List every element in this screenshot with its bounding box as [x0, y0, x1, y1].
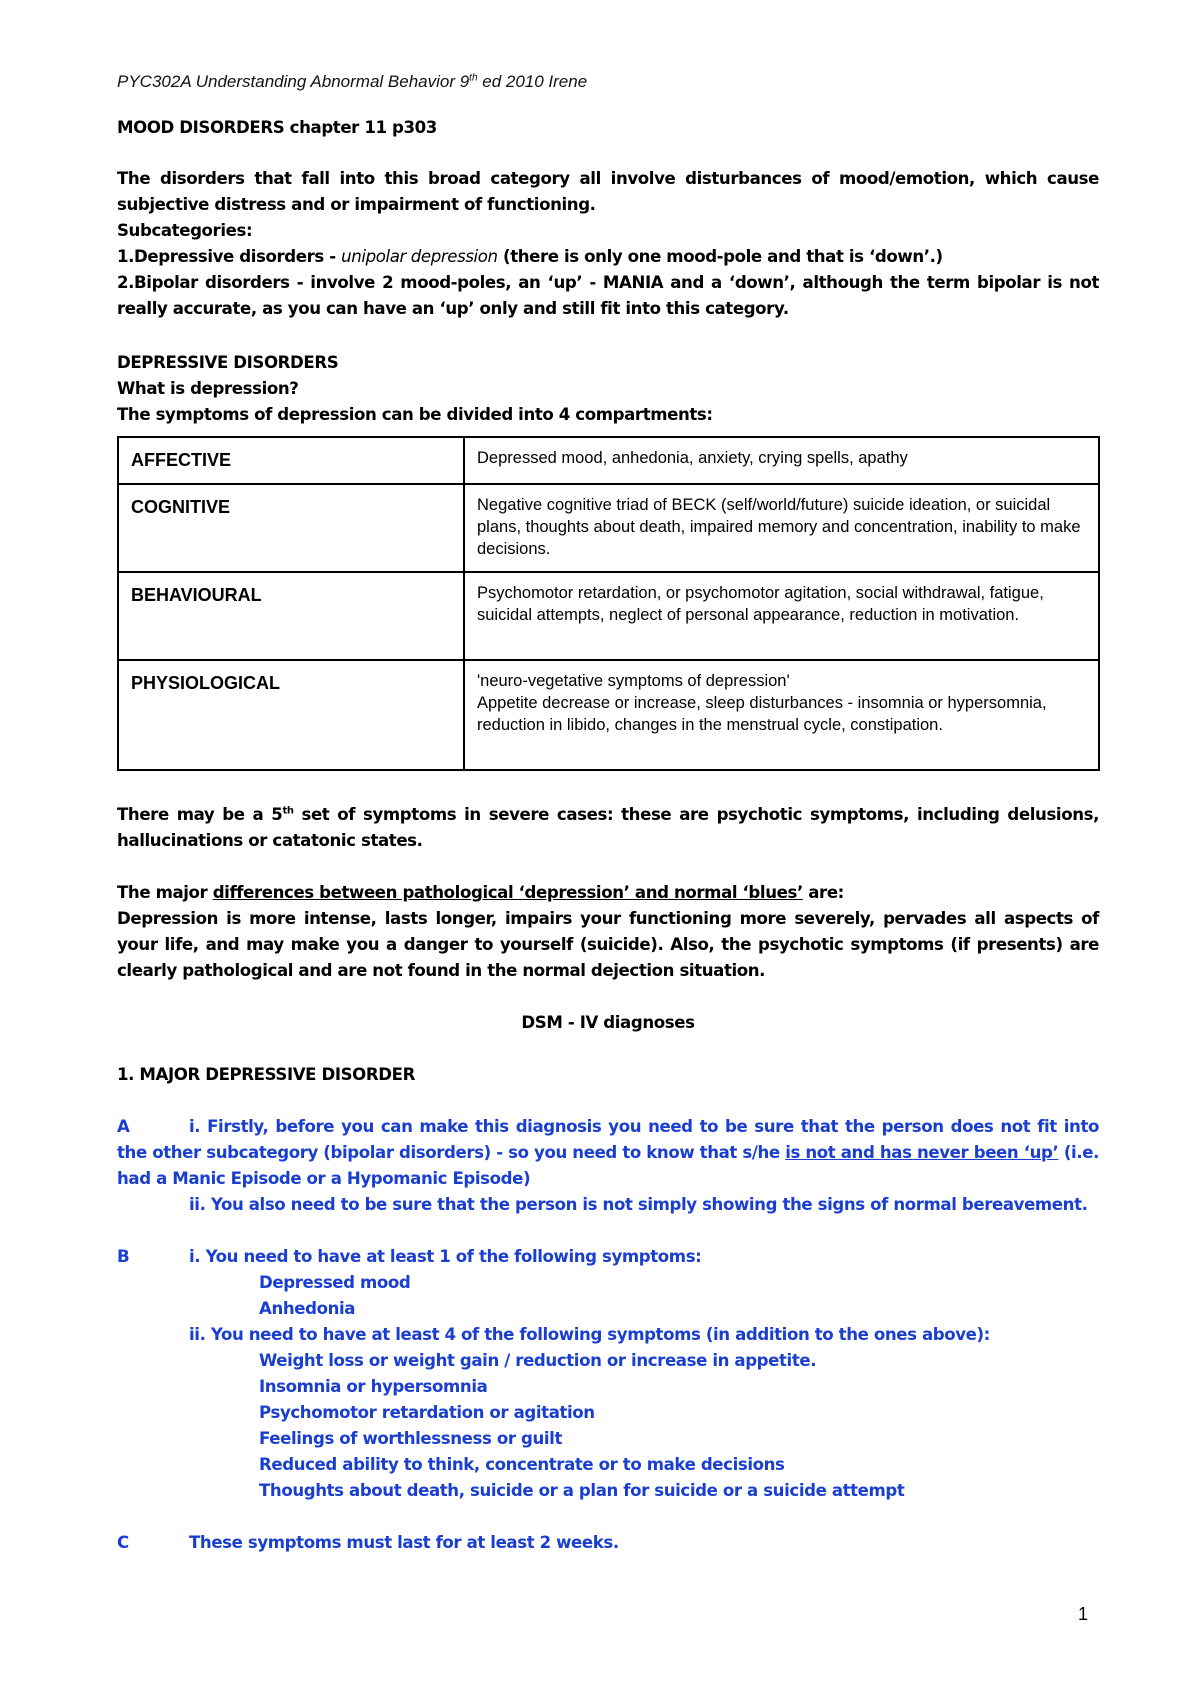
symptoms-table: [117, 436, 1100, 771]
criterion-b-i-list: [117, 1270, 1099, 1322]
criterion-a-i-tail: (i.e. had a Manic Episode or a Hypomanic Episode): [117, 1143, 1099, 1188]
running-header-tail: ed 2010 Irene: [477, 72, 588, 91]
subcategory-1-suffix: (there is only one mood-pole and that is ‘down’.): [497, 247, 943, 266]
criterion-c-text: These symptoms must last for at least 2 weeks.: [189, 1533, 619, 1552]
table-description-line: Appetite decrease or increase, sleep disturbances - insomnia or hypersomnia, reduction in libido, changes in the menstrual cycle, constipation.: [477, 694, 1047, 734]
subcategories-label: Subcategories:: [117, 221, 253, 240]
differences-paragraph: Depression is more intense, lasts longer, impairs your functioning more severely, pervades all aspects of your life, and may make you a danger to yourself (suicide). Also, the psychotic symptoms (if presents) are clearly pathological and are not found in the normal dejection situation.: [117, 909, 1099, 980]
criterion-c-label: C: [117, 1533, 129, 1552]
table-description-cell: Psychomotor retardation, or psychomotor agitation, social withdrawal, fatigue, suicidal attempts, neglect of personal appearance, reduction in motivation.: [464, 572, 1099, 660]
criterion-b-label: B: [117, 1247, 130, 1266]
running-header-text: PYC302A Understanding Abnormal Behavior 9: [117, 72, 470, 91]
criterion-a-i-text: i. Firstly, before you can make this diagnosis you need to be sure that the person does not fit into the other subcategory (bipolar disorders) - so you need to know that s/he: [117, 1117, 1099, 1162]
subcategory-2: 2.Bipolar disorders - involve 2 mood-poles, an ‘up’ - MANIA and a ‘down’, although the term bipolar is not really accurate, as you can have an ‘up’ only and still fit into this category.: [117, 273, 1099, 318]
list-item: Weight loss or weight gain / reduction or increase in appetite.: [259, 1351, 817, 1370]
criterion-a-i-underlined: is not and has never been ‘up’: [785, 1143, 1059, 1162]
fifth-set-paragraph: [117, 802, 1099, 854]
list-item: Anhedonia: [259, 1299, 356, 1318]
running-header: [117, 72, 587, 92]
criterion-c: [117, 1530, 1099, 1556]
criterion-a: [117, 1114, 1099, 1192]
table-category-cell: BEHAVIOURAL: [118, 572, 464, 660]
differences-heading: [117, 880, 1099, 906]
differences-underlined: differences between pathological ‘depression’ and normal ‘blues’: [212, 883, 803, 902]
table-category-cell: COGNITIVE: [118, 484, 464, 572]
table-category-cell: AFFECTIVE: [118, 437, 464, 484]
table-row: [118, 484, 1099, 572]
criterion-a-label: A: [117, 1117, 130, 1136]
table-description-line: 'neuro-vegetative symptoms of depression': [477, 672, 790, 690]
table-row: [118, 660, 1099, 770]
list-item: Insomnia or hypersomnia: [259, 1377, 488, 1396]
page-number: 1: [1078, 1604, 1089, 1624]
list-item: Psychomotor retardation or agitation: [259, 1403, 595, 1422]
fifth-set-text: There may be a 5: [117, 805, 283, 824]
table-row: [118, 572, 1099, 660]
differences-after: are:: [802, 883, 844, 902]
criterion-b-i-text: i. You need to have at least 1 of the following symptoms:: [189, 1247, 702, 1266]
criterion-b-i: [117, 1244, 1099, 1270]
fifth-set-tail: set of symptoms in severe cases: these are psychotic symptoms, including delusions, hallucinations or catatonic states.: [117, 805, 1100, 850]
mdd-heading: 1. MAJOR DEPRESSIVE DISORDER: [117, 1065, 415, 1084]
dsm-heading: DSM - IV diagnoses: [521, 1013, 695, 1032]
depressive-disorders-heading: DEPRESSIVE DISORDERS: [117, 353, 339, 372]
table-category-cell: PHYSIOLOGICAL: [118, 660, 464, 770]
chapter-heading: MOOD DISORDERS chapter 11 p303: [117, 118, 437, 137]
criterion-a-ii: ii. You also need to be sure that the person is not simply showing the signs of normal bereavement.: [189, 1195, 1088, 1214]
running-header-sup: th: [469, 72, 478, 84]
fifth-set-sup: th: [282, 805, 294, 817]
differences-before: The major: [117, 883, 213, 902]
table-description-cell: [464, 660, 1099, 770]
table-row: [118, 437, 1099, 484]
criterion-b-ii-list: [117, 1348, 1099, 1504]
table-description-cell: Negative cognitive triad of BECK (self/world/future) suicide ideation, or suicidal plans, thoughts about death, impaired memory and concentration, inability to make decisions.: [464, 484, 1099, 572]
list-item: Reduced ability to think, concentrate or to make decisions: [259, 1455, 785, 1474]
subcategory-1: [117, 244, 1099, 270]
criterion-b-ii: ii. You need to have at least 4 of the following symptoms (in addition to the ones above):: [189, 1325, 990, 1344]
what-is-depression: What is depression?: [117, 379, 299, 398]
list-item: Feelings of worthlessness or guilt: [259, 1429, 563, 1448]
list-item: Thoughts about death, suicide or a plan for suicide or a suicide attempt: [259, 1481, 905, 1500]
subcategory-1-prefix: 1.Depressive disorders -: [117, 247, 342, 266]
compartments-intro: The symptoms of depression can be divided into 4 compartments:: [117, 405, 713, 424]
intro-paragraph: The disorders that fall into this broad category all involve disturbances of mood/emotion, which cause subjective distress and or impairment of functioning.: [117, 169, 1099, 214]
list-item: Depressed mood: [259, 1273, 411, 1292]
subcategory-1-italic: unipolar depression: [341, 247, 498, 266]
table-description-cell: Depressed mood, anhedonia, anxiety, crying spells, apathy: [464, 437, 1099, 484]
